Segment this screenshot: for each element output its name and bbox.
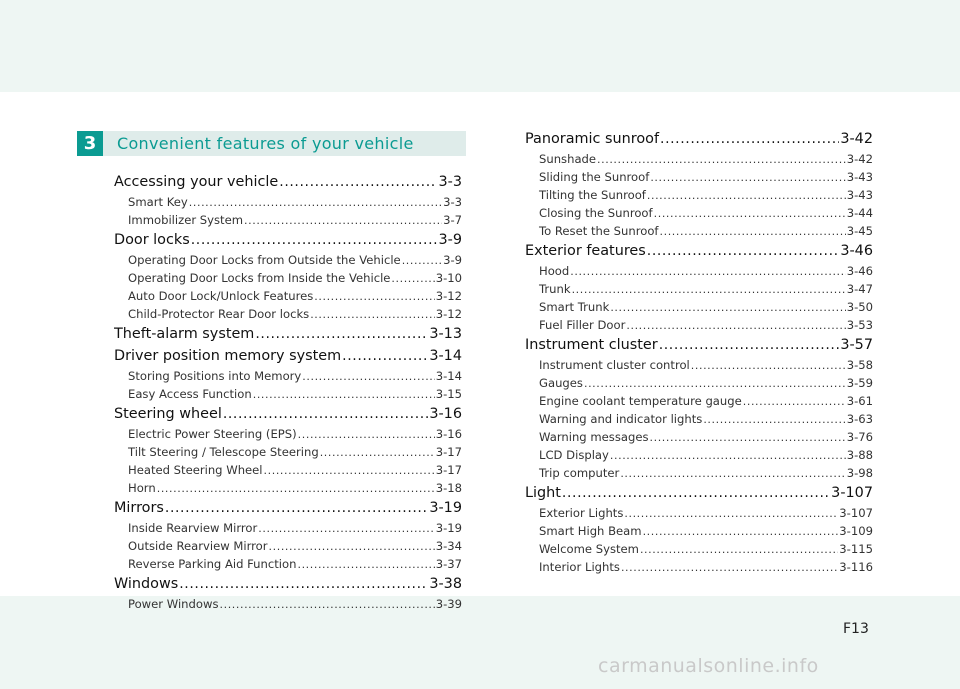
dot-leader (624, 505, 838, 522)
dot-leader (660, 128, 839, 150)
dot-leader (610, 299, 845, 316)
toc-entry-title: To Reset the Sunroof (539, 224, 659, 238)
toc-entry-title: Mirrors (114, 500, 164, 516)
dot-leader (157, 480, 435, 497)
dot-leader (179, 573, 428, 595)
toc-section-entry[interactable] (114, 171, 462, 193)
toc-entry-page: 3-107 (831, 485, 873, 501)
toc-entry-title: Outside Rearview Mirror (128, 539, 268, 553)
toc-entry-page: 3-12 (435, 307, 462, 321)
toc-entry-page: 3-17 (435, 463, 462, 477)
toc-section-entry[interactable] (114, 497, 462, 519)
toc-entry-title: Exterior features (525, 243, 646, 259)
toc-subsection-entry[interactable] (525, 410, 873, 428)
dot-leader (342, 345, 428, 367)
toc-entry-page: 3-15 (435, 387, 462, 401)
toc-entry-page: 3-115 (839, 542, 873, 556)
toc-subsection-entry[interactable] (525, 204, 873, 222)
toc-subsection-entry[interactable] (525, 558, 873, 576)
toc-entry-title: Easy Access Function (128, 387, 252, 401)
toc-entry-title: Hood (539, 264, 570, 278)
toc-subsection-entry[interactable] (525, 504, 873, 522)
dot-leader (570, 263, 845, 280)
toc-entry-page: 3-16 (429, 406, 462, 422)
toc-entry-page: 3-37 (435, 557, 462, 571)
toc-subsection-entry[interactable] (114, 443, 462, 461)
toc-subsection-entry[interactable] (525, 356, 873, 374)
toc-entry-title: Light (525, 485, 561, 501)
chapter-header (77, 131, 466, 156)
toc-entry-title: Power Windows (128, 597, 219, 611)
toc-subsection-entry[interactable] (525, 392, 873, 410)
toc-entry-page: 3-42 (840, 131, 873, 147)
toc-section-entry[interactable] (525, 482, 873, 504)
toc-entry-title: Smart Trunk (539, 300, 610, 314)
dot-leader (255, 323, 428, 345)
toc-subsection-entry[interactable] (114, 537, 462, 555)
page-number: F13 (843, 621, 869, 637)
toc-entry-title: Storing Positions into Memory (128, 369, 302, 383)
toc-entry-title: Inside Rearview Mirror (128, 521, 258, 535)
toc-entry-page: 3-3 (438, 174, 462, 190)
dot-leader (223, 403, 429, 425)
toc-entry-page: 3-59 (846, 376, 873, 390)
dot-leader (660, 223, 846, 240)
toc-right-column (525, 128, 873, 576)
dot-leader (297, 556, 434, 573)
toc-subsection-entry[interactable] (114, 479, 462, 497)
toc-entry-page: 3-44 (846, 206, 873, 220)
dot-leader (269, 538, 435, 555)
toc-entry-page: 3-46 (846, 264, 873, 278)
toc-entry-title: LCD Display (539, 448, 609, 462)
toc-entry-page: 3-9 (438, 232, 462, 248)
toc-entry-page: 3-107 (839, 506, 873, 520)
toc-section-entry[interactable] (114, 323, 462, 345)
toc-entry-page: 3-39 (435, 597, 462, 611)
dot-leader (189, 194, 442, 211)
toc-subsection-entry[interactable] (114, 287, 462, 305)
toc-entry-title: Exterior Lights (539, 506, 624, 520)
toc-entry-page: 3-7 (443, 213, 462, 227)
dot-leader (402, 252, 442, 269)
dot-leader (279, 171, 437, 193)
toc-entry-page: 3-45 (846, 224, 873, 238)
dot-leader (320, 444, 435, 461)
toc-entry-page: 3-13 (429, 326, 462, 342)
dot-leader (643, 523, 839, 540)
toc-entry-title: Tilting the Sunroof (539, 188, 646, 202)
chapter-number-badge: 3 (77, 131, 103, 156)
toc-entry-page: 3-58 (846, 358, 873, 372)
toc-entry-title: Auto Door Lock/Unlock Features (128, 289, 314, 303)
toc-section-entry[interactable] (525, 334, 873, 356)
toc-subsection-entry[interactable] (525, 222, 873, 240)
toc-subsection-entry[interactable] (525, 150, 873, 168)
dot-leader (621, 559, 838, 576)
toc-entry-page: 3-76 (846, 430, 873, 444)
toc-entry-title: Trunk (539, 282, 571, 296)
toc-entry-title: Smart Key (128, 195, 188, 209)
toc-entry-page: 3-12 (435, 289, 462, 303)
toc-entry-title: Warning and indicator lights (539, 412, 703, 426)
toc-entry-page: 3-109 (839, 524, 873, 538)
toc-entry-title: Accessing your vehicle (114, 174, 279, 190)
toc-entry-title: Gauges (539, 376, 583, 390)
toc-subsection-entry[interactable] (525, 374, 873, 392)
toc-entry-page: 3-17 (435, 445, 462, 459)
toc-entry-title: Instrument cluster control (539, 358, 690, 372)
toc-subsection-entry[interactable] (114, 425, 462, 443)
dot-leader (584, 375, 846, 392)
toc-entry-page: 3-98 (846, 466, 873, 480)
toc-subsection-entry[interactable] (114, 385, 462, 403)
toc-entry-title: Panoramic sunroof (525, 131, 660, 147)
dot-leader (659, 334, 840, 356)
dot-leader (610, 447, 846, 464)
toc-entry-page: 3-43 (846, 170, 873, 184)
toc-entry-title: Electric Power Steering (EPS) (128, 427, 297, 441)
toc-subsection-entry[interactable] (525, 540, 873, 558)
toc-entry-page: 3-116 (839, 560, 873, 574)
toc-entry-title: Sunshade (539, 152, 597, 166)
toc-subsection-entry[interactable] (114, 595, 462, 613)
toc-entry-title: Door locks (114, 232, 190, 248)
dot-leader (220, 596, 435, 613)
toc-entry-page: 3-9 (443, 253, 462, 267)
watermark: carmanualsonline.info (598, 655, 819, 677)
dot-leader (165, 497, 428, 519)
toc-entry-page: 3-14 (435, 369, 462, 383)
toc-entry-title: Fuel Filler Door (539, 318, 626, 332)
toc-entry-page: 3-18 (435, 481, 462, 495)
toc-entry-page: 3-88 (846, 448, 873, 462)
toc-subsection-entry[interactable] (114, 519, 462, 537)
toc-entry-page: 3-42 (846, 152, 873, 166)
dot-leader (258, 520, 434, 537)
toc-entry-title: Operating Door Locks from Outside the Vehicle (128, 253, 401, 267)
toc-entry-page: 3-53 (846, 318, 873, 332)
toc-entry-page: 3-19 (435, 521, 462, 535)
toc-subsection-entry[interactable] (525, 428, 873, 446)
toc-entry-title: Sliding the Sunroof (539, 170, 650, 184)
toc-left-column (114, 171, 462, 613)
toc-entry-title: Child-Protector Rear Door locks (128, 307, 310, 321)
toc-section-entry[interactable] (114, 229, 462, 251)
toc-subsection-entry[interactable] (114, 305, 462, 323)
toc-entry-page: 3-50 (846, 300, 873, 314)
dot-leader (626, 317, 845, 334)
toc-subsection-entry[interactable] (525, 298, 873, 316)
toc-entry-page: 3-16 (435, 427, 462, 441)
toc-subsection-entry[interactable] (525, 464, 873, 482)
toc-subsection-entry[interactable] (525, 262, 873, 280)
toc-entry-title: Instrument cluster (525, 337, 658, 353)
toc-subsection-entry[interactable] (525, 316, 873, 334)
toc-entry-page: 3-57 (840, 337, 873, 353)
dot-leader (640, 541, 838, 558)
toc-section-entry[interactable] (525, 240, 873, 262)
top-band (0, 0, 960, 92)
toc-entry-page: 3-14 (429, 348, 462, 364)
toc-entry-title: Steering wheel (114, 406, 222, 422)
dot-leader (691, 357, 846, 374)
toc-entry-title: Engine coolant temperature gauge (539, 394, 742, 408)
dot-leader (743, 393, 846, 410)
dot-leader (391, 270, 434, 287)
dot-leader (650, 429, 846, 446)
toc-subsection-entry[interactable] (114, 193, 462, 211)
dot-leader (647, 187, 846, 204)
chapter-title: Convenient features of your vehicle (103, 131, 466, 156)
toc-entry-title: Reverse Parking Aid Function (128, 557, 297, 571)
toc-section-entry[interactable] (114, 403, 462, 425)
dot-leader (650, 169, 845, 186)
toc-entry-title: Horn (128, 481, 156, 495)
toc-subsection-entry[interactable] (525, 280, 873, 298)
toc-entry-title: Operating Door Locks from Inside the Vehicle (128, 271, 391, 285)
dot-leader (647, 240, 840, 262)
toc-entry-page: 3-19 (429, 500, 462, 516)
toc-subsection-entry[interactable] (114, 555, 462, 573)
dot-leader (654, 205, 846, 222)
toc-entry-page: 3-46 (840, 243, 873, 259)
toc-entry-title: Interior Lights (539, 560, 620, 574)
dot-leader (597, 151, 846, 168)
toc-entry-title: Immobilizer System (128, 213, 244, 227)
toc-subsection-entry[interactable] (114, 269, 462, 287)
toc-section-entry[interactable] (114, 345, 462, 367)
toc-entry-page: 3-3 (443, 195, 462, 209)
dot-leader (310, 306, 434, 323)
toc-entry-title: Windows (114, 576, 179, 592)
dot-leader (298, 426, 435, 443)
toc-subsection-entry[interactable] (114, 211, 462, 229)
toc-entry-title: Tilt Steering / Telescope Steering (128, 445, 319, 459)
toc-subsection-entry[interactable] (114, 461, 462, 479)
toc-entry-page: 3-63 (846, 412, 873, 426)
dot-leader (253, 386, 435, 403)
dot-leader (244, 212, 442, 229)
dot-leader (562, 482, 830, 504)
toc-entry-title: Heated Steering Wheel (128, 463, 263, 477)
dot-leader (191, 229, 438, 251)
toc-subsection-entry[interactable] (525, 186, 873, 204)
toc-entry-page: 3-61 (846, 394, 873, 408)
toc-subsection-entry[interactable] (525, 522, 873, 540)
toc-section-entry[interactable] (114, 573, 462, 595)
toc-entry-title: Smart High Beam (539, 524, 642, 538)
toc-entry-title: Driver position memory system (114, 348, 342, 364)
toc-subsection-entry[interactable] (114, 367, 462, 385)
toc-entry-page: 3-43 (846, 188, 873, 202)
dot-leader (572, 281, 846, 298)
toc-entry-page: 3-38 (429, 576, 462, 592)
dot-leader (314, 288, 434, 305)
toc-entry-page: 3-34 (435, 539, 462, 553)
toc-entry-title: Theft-alarm system (114, 326, 255, 342)
dot-leader (703, 411, 845, 428)
dot-leader (264, 462, 435, 479)
toc-entry-title: Welcome System (539, 542, 639, 556)
toc-entry-page: 3-47 (846, 282, 873, 296)
dot-leader (302, 368, 434, 385)
toc-entry-title: Trip computer (539, 466, 620, 480)
toc-subsection-entry[interactable] (114, 251, 462, 269)
toc-subsection-entry[interactable] (525, 446, 873, 464)
dot-leader (620, 465, 845, 482)
toc-entry-title: Warning messages (539, 430, 649, 444)
toc-subsection-entry[interactable] (525, 168, 873, 186)
toc-entry-page: 3-10 (435, 271, 462, 285)
toc-entry-title: Closing the Sunroof (539, 206, 653, 220)
toc-section-entry[interactable] (525, 128, 873, 150)
